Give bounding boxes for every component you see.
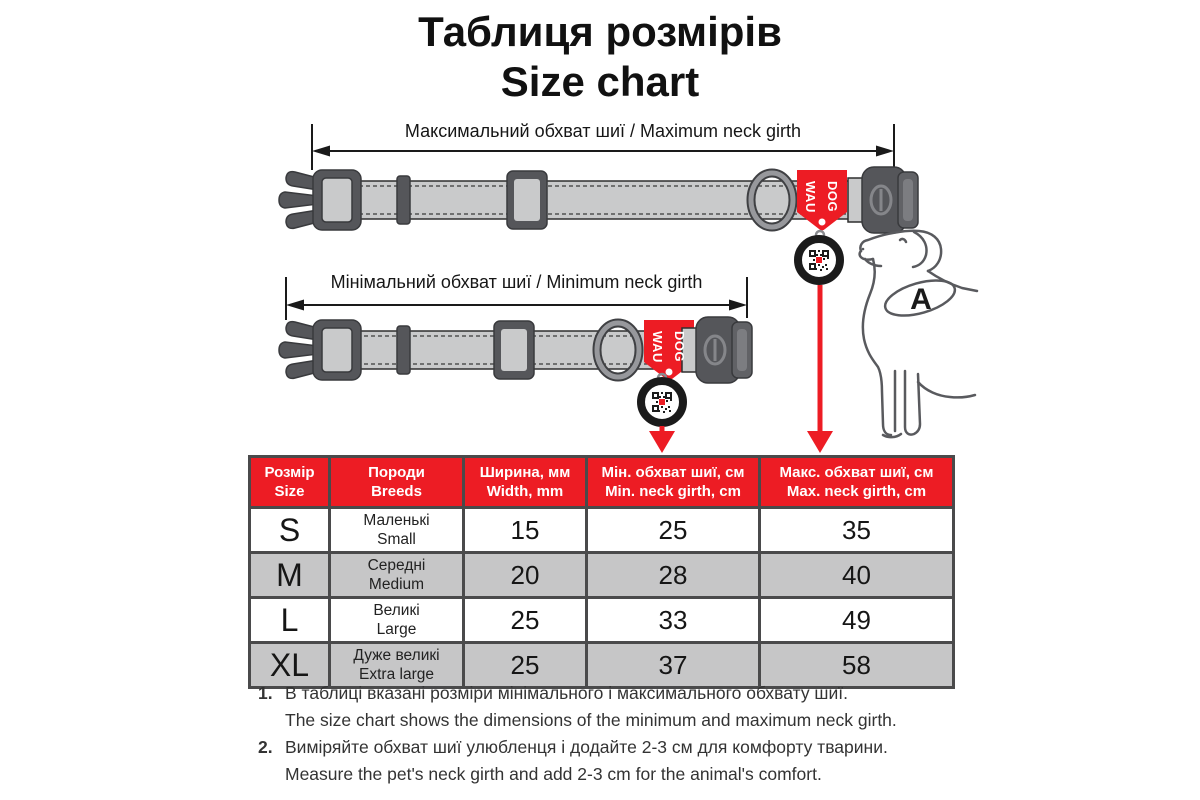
width-value: 25	[464, 598, 587, 643]
breed-value: Маленькі Small	[330, 508, 464, 553]
note-2-ua: Виміряйте обхват шиї улюбленця і додайте 2-3 см для комфорту тварини.	[285, 737, 888, 757]
size-table	[248, 455, 955, 689]
size-value: S	[250, 508, 330, 553]
note-1-ua: В таблиці вказані розміри мінімального і максимального обхвату шиї.	[285, 683, 848, 703]
breed-value: Середні Medium	[330, 553, 464, 598]
collar-min-diagram	[279, 317, 752, 423]
header-max-girth: Макс. обхват шиї, см Max. neck girth, cm	[760, 457, 954, 508]
page-title-en: Size chart	[500, 58, 700, 105]
arrow-head-right-min	[729, 300, 747, 311]
min-girth-value: 25	[587, 508, 760, 553]
arrow-head-left-min	[286, 300, 304, 311]
note-1-number: 1.	[258, 683, 273, 703]
dog-illustration	[860, 231, 977, 437]
width-value: 20	[464, 553, 587, 598]
min-girth-measure-arrow	[286, 277, 747, 320]
footnotes	[258, 680, 958, 788]
arrow-head-left-max	[312, 146, 330, 157]
table-row-s	[250, 508, 954, 553]
header-width: Ширина, мм Width, mm	[464, 457, 587, 508]
size-table-header	[250, 457, 954, 508]
collar-max-diagram	[279, 167, 918, 281]
min-girth-value: 33	[587, 598, 760, 643]
table-row-m	[250, 553, 954, 598]
min-girth-value: 37	[587, 643, 760, 688]
waudog-tag-text-wau: WAU	[803, 181, 818, 213]
size-value: M	[250, 553, 330, 598]
note-1-en: The size chart shows the dimensions of the minimum and maximum neck girth.	[285, 710, 897, 730]
breed-value: Великі Large	[330, 598, 464, 643]
page-title-ua: Таблиця розмірів	[418, 8, 782, 55]
max-girth-value: 49	[760, 598, 954, 643]
header-breeds: Породи Breeds	[330, 457, 464, 508]
max-girth-label: Максимальний обхват шиї / Maximum neck girth	[404, 121, 802, 141]
header-size: Розмір Size	[250, 457, 330, 508]
red-arrow-to-min-column	[649, 426, 675, 453]
dog-neck-marker-a: A	[910, 283, 932, 316]
arrow-head-right-max	[876, 146, 894, 157]
size-value: XL	[250, 643, 330, 688]
width-value: 15	[464, 508, 587, 553]
note-2-number: 2.	[258, 737, 273, 757]
note-2-en: Measure the pet's neck girth and add 2-3 cm for the animal's comfort.	[285, 764, 822, 784]
min-girth-label: Мінімальний обхват шиї / Minimum neck girth	[330, 272, 703, 292]
width-value: 25	[464, 643, 587, 688]
table-row-l	[250, 598, 954, 643]
note-1	[258, 680, 958, 734]
waudog-tag-text-dog: DOG	[825, 181, 840, 213]
max-girth-value: 40	[760, 553, 954, 598]
note-2	[258, 734, 958, 788]
size-value: L	[250, 598, 330, 643]
min-girth-value: 28	[587, 553, 760, 598]
waudog-tag-text-dog: DOG	[672, 331, 687, 363]
breed-value: Дуже великі Extra large	[330, 643, 464, 688]
max-girth-value: 58	[760, 643, 954, 688]
header-min-girth: Мін. обхват шиї, см Min. neck girth, cm	[587, 457, 760, 508]
max-girth-measure-arrow	[312, 124, 894, 170]
waudog-tag-text-wau: WAU	[650, 331, 665, 363]
max-girth-value: 35	[760, 508, 954, 553]
red-arrow-to-max-column	[807, 285, 833, 453]
